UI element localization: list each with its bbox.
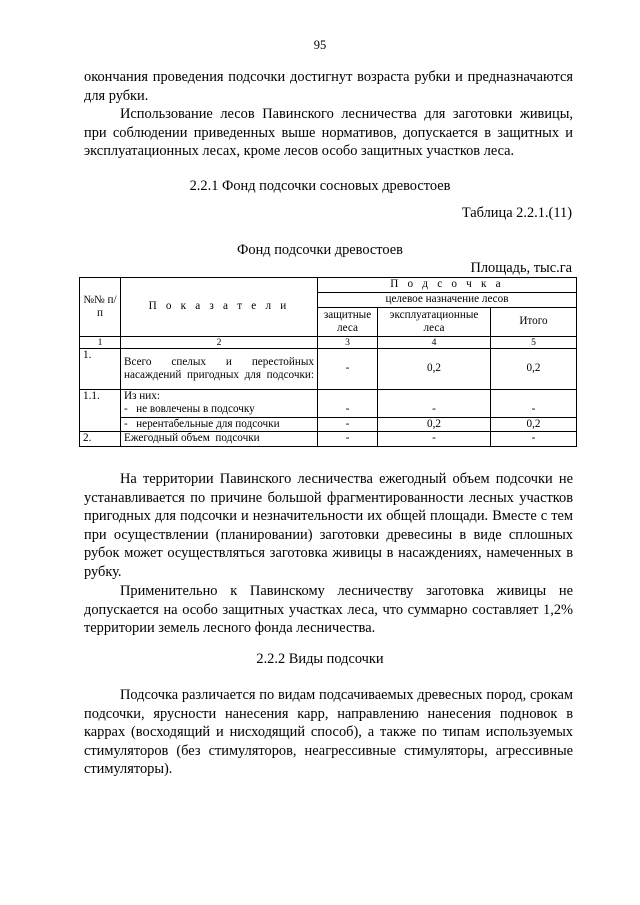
row-1-1b-protective: - [318, 417, 378, 431]
row-1-1-exploitation: - [378, 390, 491, 418]
row-2-num: 2. [80, 432, 121, 446]
intro-paragraph-1: окончания проведения подсочки достигнут возраста рубки и предназначаются для рубки. [84, 69, 573, 104]
header-indicators: П о к а з а т е л и [121, 278, 318, 337]
section-heading-2-2-1: 2.2.1 Фонд подсочки сосновых древостоев [189, 178, 451, 194]
row-1-1-label [121, 390, 318, 418]
table-row [80, 417, 577, 431]
row-1-num: 1. [80, 349, 121, 390]
col-number-2: 2 [121, 337, 318, 349]
row-1-1b-label: - нерентабельные для подсочки [121, 417, 318, 431]
col-number-1: 1 [80, 337, 121, 349]
table-number: Таблица 2.2.1.(11) [461, 205, 572, 221]
row-1-1b-exploitation: 0,2 [378, 417, 491, 431]
row-2-label: Ежегодный объем подсочки [121, 432, 318, 446]
table-row [80, 390, 577, 418]
page-number: 95 [313, 38, 327, 52]
col-number-5: 5 [491, 337, 577, 349]
header-exploitation: эксплуатационные леса [378, 308, 491, 337]
header-purpose: целевое назначение лесов [318, 293, 577, 308]
podsochka-fund-table [79, 277, 577, 447]
intro-paragraph-2: Использование лесов Павинского лесничества для заготовки живицы, при соблюдении приведенных выше нормативов, допускается в защитных и эксплуатационных лесах, кроме лесов особо защитных участков леса. [84, 106, 573, 160]
header-total: Итого [491, 308, 577, 337]
row-2-exploitation: - [378, 432, 491, 446]
table-title: Фонд подсочки древостоев [237, 242, 403, 258]
table-row [80, 349, 577, 390]
row-2-total: - [491, 432, 577, 446]
row-1-1-sub-label: - не вовлечены в подсочку [124, 403, 255, 416]
row-1-total: 0,2 [491, 349, 577, 390]
row-1-label: Всего спелых и перестойных насаждений пригодных для подсочки: [121, 349, 318, 390]
paragraph-after-table-2: Применительно к Павинскому лесничеству заготовка живицы не допускается на особо защитных участках леса, что суммарно составляет 1,2% территории земель лесного фонда лесничества. [84, 583, 573, 637]
row-1-exploitation: 0,2 [378, 349, 491, 390]
final-paragraph: Подсочка различается по видам подсачиваемых древесных пород, срокам подсочки, ярусности нанесения карр, направлению нанесения подновок в каррах (восходящий и нисходящий способ), а также по типам используемых стимуляторов (без стимуляторов, неагрессивные стимуляторы, агрессивные стимуляторы). [84, 687, 573, 778]
header-podsochka: П о д с о ч к а [318, 278, 577, 293]
row-1-1-num: 1.1. [80, 390, 121, 432]
header-num: №№ п/п [80, 278, 121, 337]
paragraph-after-table-1: На территории Павинского лесничества ежегодный объем подсочки не устанавливается по причине большой фрагментированности лесных участков пригодных для подсочки и незначительности их общей площади. Вместе с тем при осуществлении (планировании) заготовки древесины в виде сплошных рубок может осуществляться заготовка живицы в насаждениях, намеченных в рубку. [84, 471, 573, 580]
row-1-1-label-heading: Из них: [124, 390, 160, 402]
row-1-protective: - [318, 349, 378, 390]
col-number-3: 3 [318, 337, 378, 349]
table-row [80, 432, 577, 446]
header-protective: защитные леса [318, 308, 378, 337]
section-heading-2-2-2: 2.2.2 Виды подсочки [256, 651, 384, 667]
row-1-1-total: - [491, 390, 577, 418]
table-unit: Площадь, тыс.га [470, 260, 572, 276]
row-1-1-protective: - [318, 390, 378, 418]
row-2-protective: - [318, 432, 378, 446]
row-1-1b-total: 0,2 [491, 417, 577, 431]
col-number-4: 4 [378, 337, 491, 349]
